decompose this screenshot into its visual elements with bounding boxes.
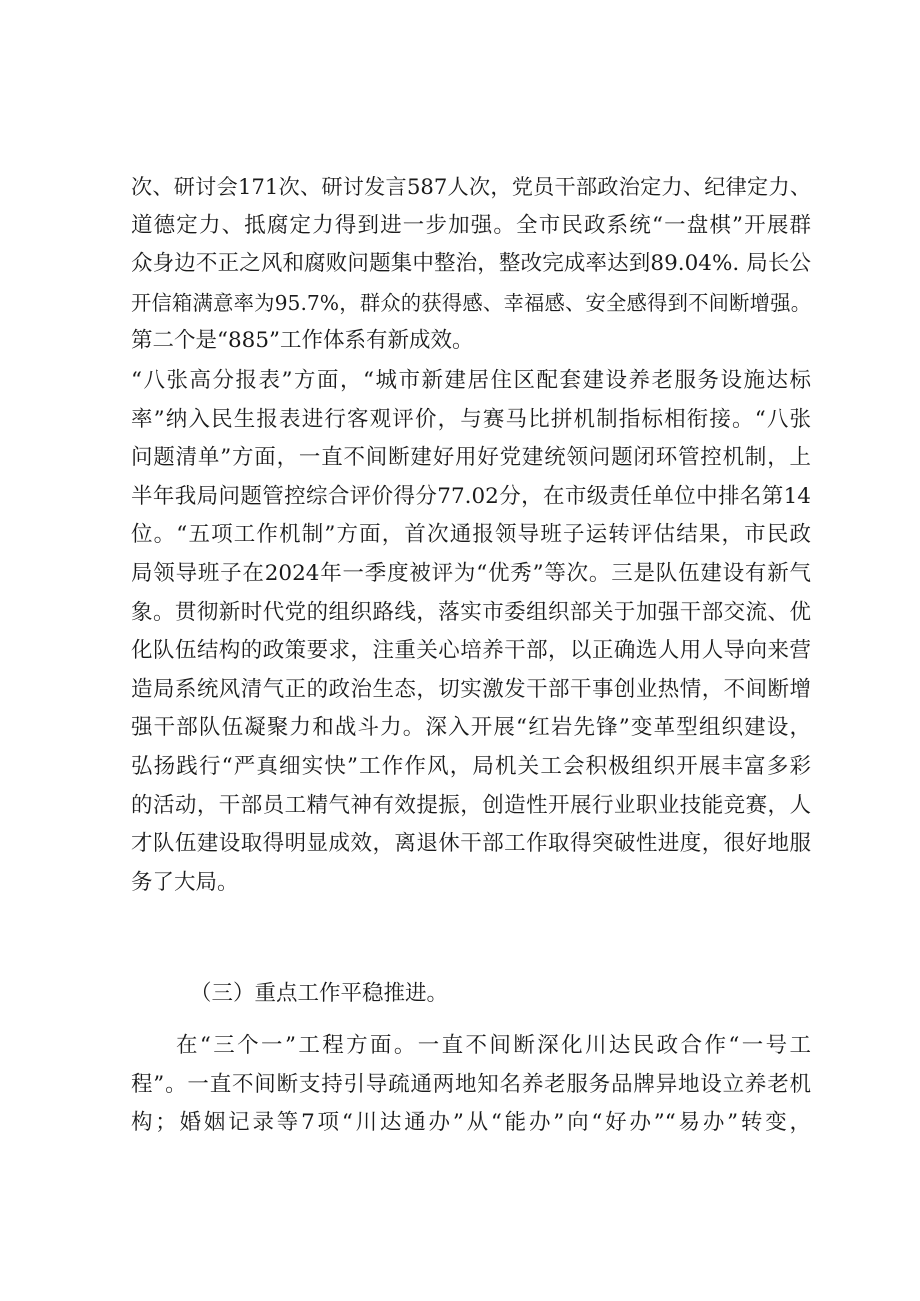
text-line: 化队伍结构的政策要求，注重关心培养干部，以正确选人用人导向来营 (131, 638, 811, 664)
text-line: 强干部队伍凝聚力和战斗力。深入开展“红岩先锋”变革型组织建设， (131, 715, 811, 741)
text-line: 位。“五项工作机制”方面，首次通报领导班子运转评估结果，市民政 (131, 522, 811, 548)
section-heading (190, 975, 870, 1014)
text-line: 半年我局问题管控综合评价得分77.02分，在市级责任单位中排名第14 (131, 483, 811, 509)
text-line: 局领导班子在2024年一季度被评为“优秀”等次。三是队伍建设有新气 (131, 560, 811, 586)
text-line: 的活动，干部员工精气神有效提振，创造性开展行业职业技能竞赛，人 (131, 792, 811, 818)
text-line: 道德定力、抵腐定力得到进一步加强。全市民政系统“一盘棋”开展群 (131, 212, 811, 238)
text-line: 务了大局。 (131, 869, 239, 895)
heading-text: （三）重点工作平稳推进。 (190, 981, 449, 1006)
text-line: 构；婚姻记录等7项“川达通办”从“能办”向“好办”“易办”转变， (131, 1110, 811, 1136)
text-line: 众身边不正之风和腐败问题集中整治，整改完成率达到89.04%. 局长公 (131, 251, 811, 277)
text-line: 造局系统风清气正的政治生态，切实激发干部干事创业热情，不间断增 (131, 676, 811, 702)
text-line: 程”。一直不间断支持引导疏通两地知名养老服务品牌异地设立养老机 (131, 1071, 811, 1097)
text-line: 第二个是“885”工作体系有新成效。 (131, 328, 474, 354)
text-line: 问题清单”方面，一直不间断建好用好党建统领问题闭环管控机制，上 (131, 445, 811, 471)
text-line: 象。贯彻新时代党的组织路线，落实市委组织部关于加强干部交流、优 (131, 599, 811, 625)
text-line: 在“三个一”工程方面。一直不间断深化川达民政合作“一号工 (176, 1033, 811, 1058)
paragraph-3 (131, 1027, 811, 1143)
text-line: 弘扬践行“严真细实快”工作作风，局机关工会积极组织开展丰富多彩 (131, 753, 811, 779)
text-line: 次、研讨会171次、研讨发言587人次，党员干部政治定力、纪律定力、 (131, 174, 811, 199)
paragraph-2 (131, 362, 811, 902)
text-line: “八张高分报表”方面，“城市新建居住区配套建设养老服务设施达标 (131, 368, 811, 393)
text-line: 率”纳入民生报表进行客观评价，与赛马比拼机制指标相衔接。“八张 (131, 406, 811, 432)
paragraph-1 (131, 168, 811, 361)
text-line: 开信箱满意率为95.7%，群众的获得感、幸福感、安全感得到不间断增强。 (131, 290, 811, 315)
text-line: 才队伍建设取得明显成效，离退休干部工作取得突破性进度，很好地服 (131, 831, 811, 857)
